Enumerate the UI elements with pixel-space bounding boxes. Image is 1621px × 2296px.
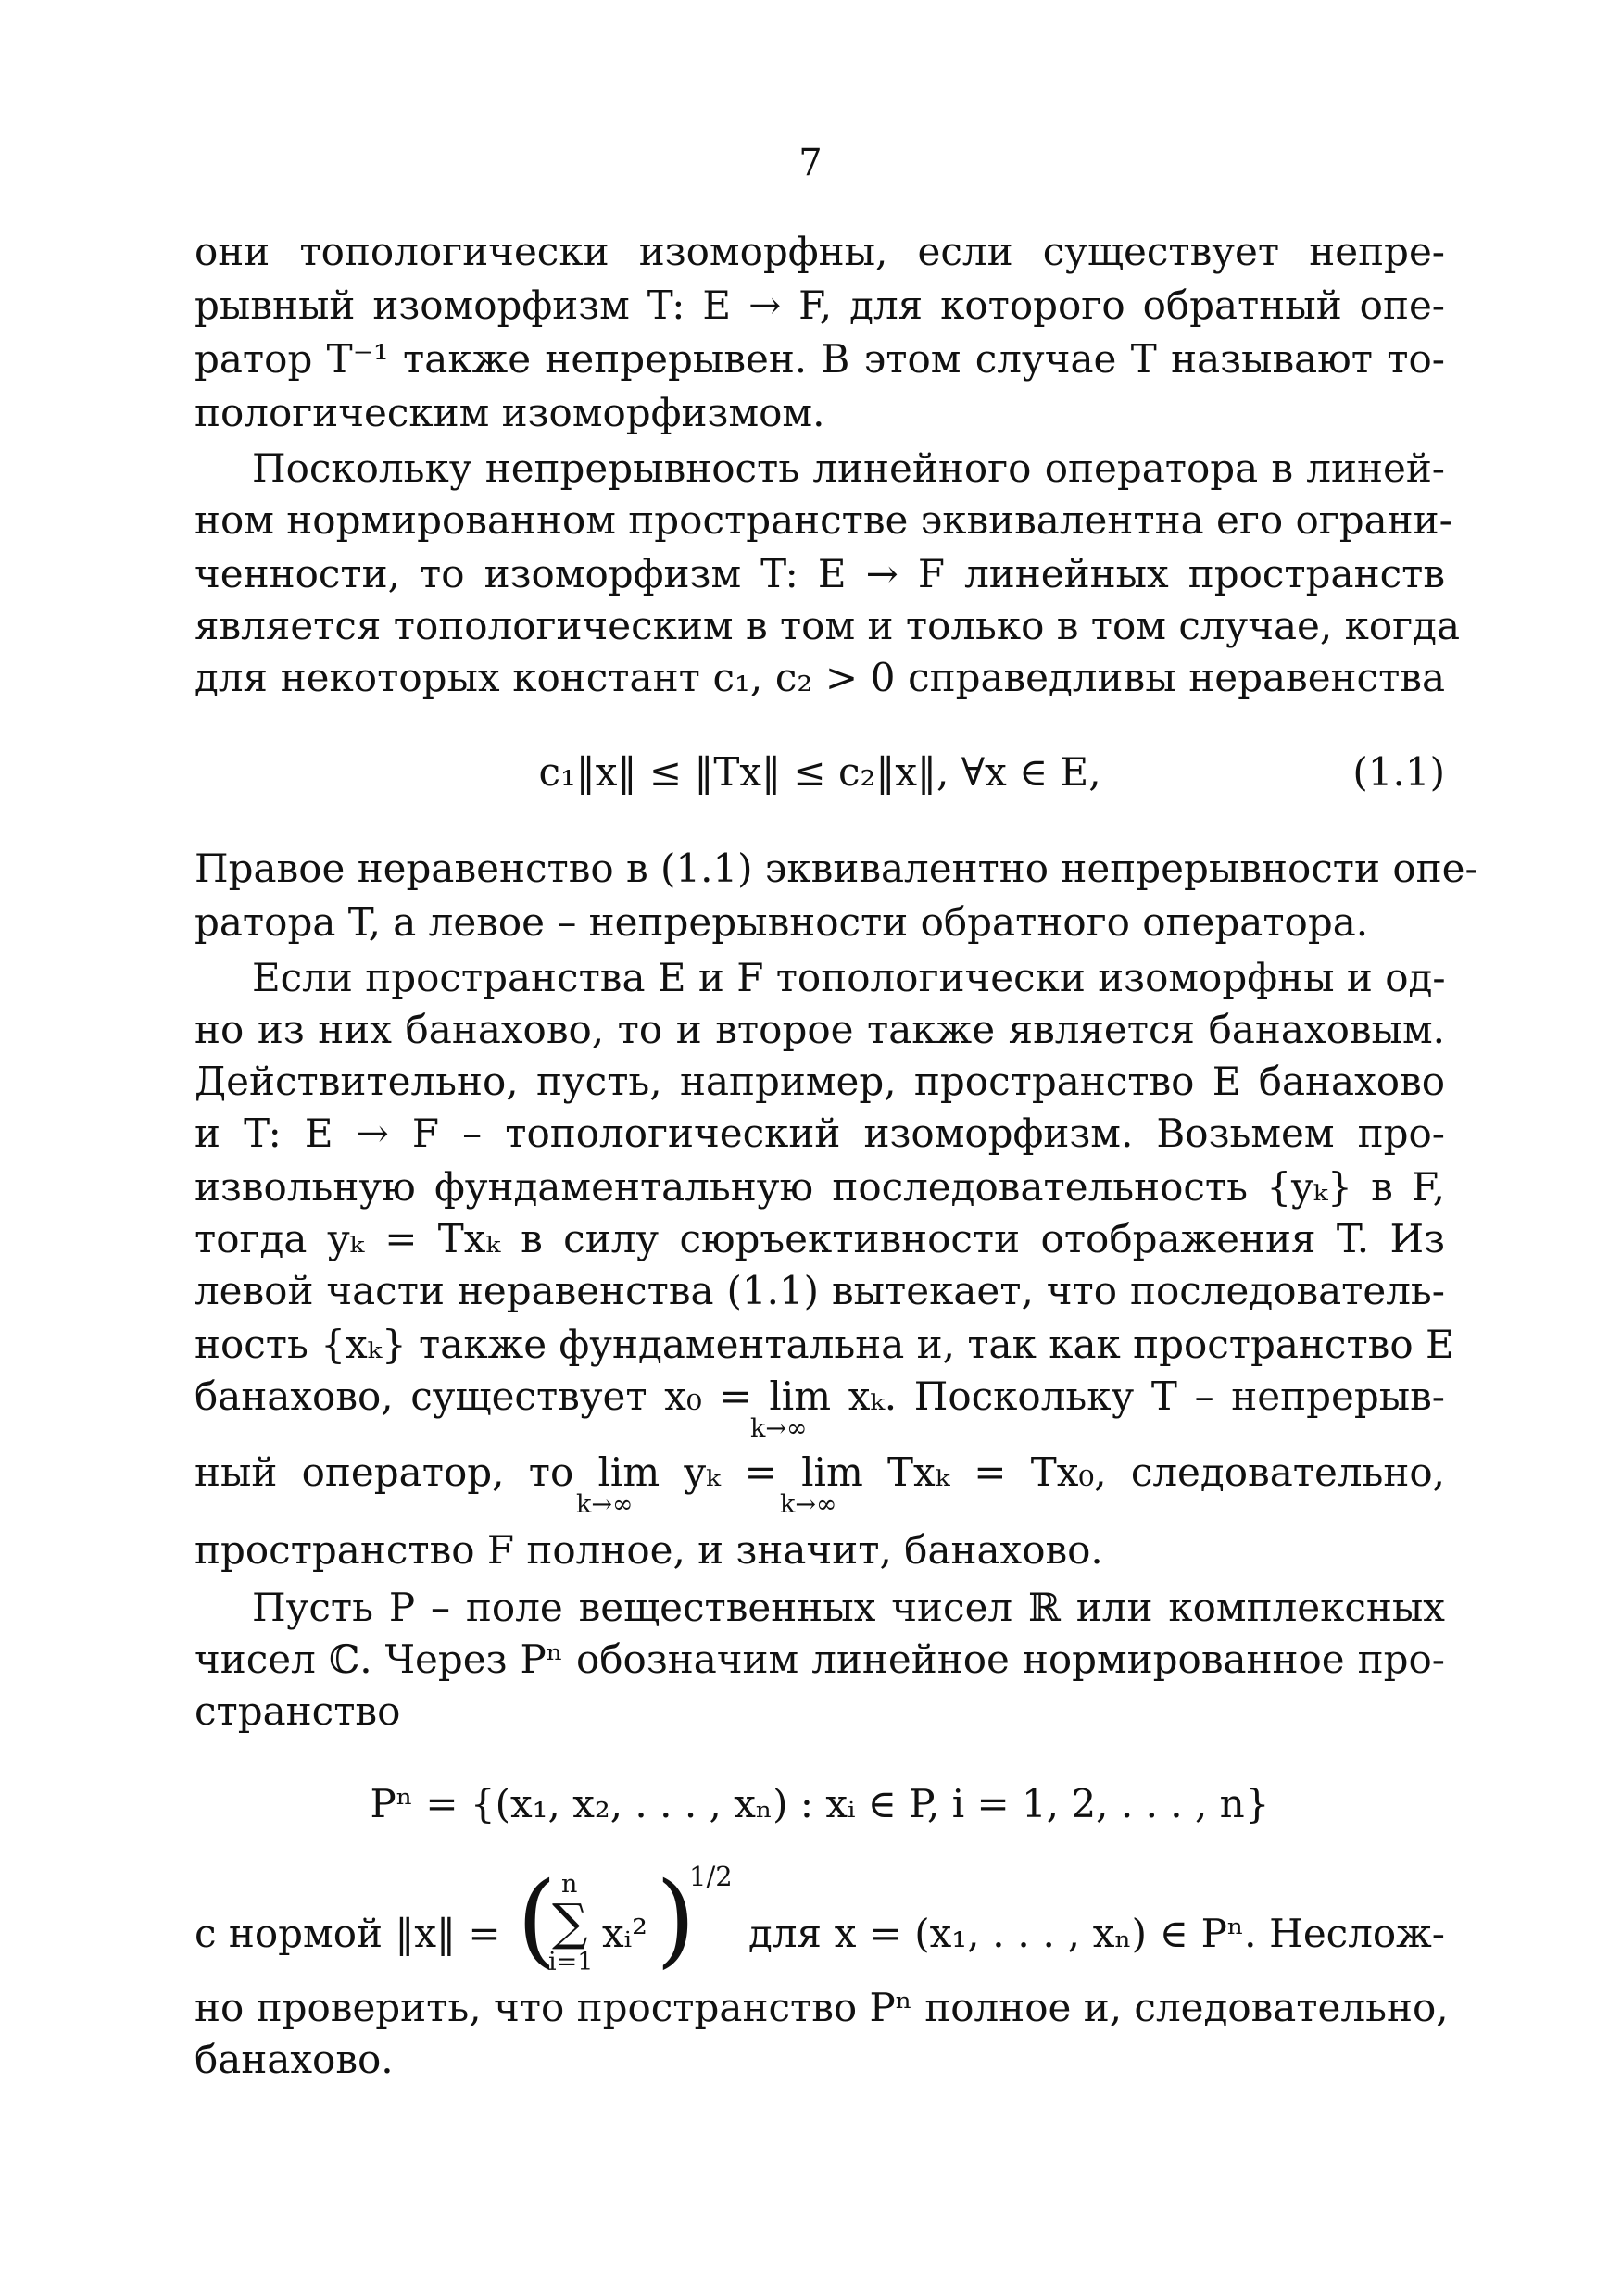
limit-subscript: k→∞	[780, 1490, 837, 1519]
text-line: ном нормированном пространстве эквивалентна его ограни-	[195, 497, 1452, 543]
text-line: пространство F полное, и значит, банахово.	[195, 1527, 1103, 1573]
text-line: Правое неравенство в (1.1) эквивалентно непрерывности опе-	[195, 846, 1478, 891]
text-line: банахово.	[195, 2037, 394, 2082]
text-line: Если пространства E и F топологически изоморфны и од-	[252, 955, 1446, 1000]
text-line: банахово, существует x₀ = lim xₖ. Поскольку T – непрерыв-	[195, 1374, 1445, 1419]
norm-exponent: 1/2	[689, 1861, 733, 1892]
text-line: ченности, то изоморфизм T: E → F линейных пространств	[195, 551, 1445, 596]
text-line: и T: E → F – топологический изоморфизм. Возьмем про-	[195, 1110, 1445, 1156]
text-line: левой части неравенства (1.1) вытекает, что последователь-	[195, 1268, 1445, 1313]
norm-suffix: для x = (x₁, . . . , xₙ) ∈ Pⁿ. Неслож-	[748, 1911, 1445, 1956]
norm-prefix: с нормой ‖x‖ =	[195, 1911, 501, 1956]
text-line: но проверить, что пространство Pⁿ полное и, следовательно,	[195, 1985, 1449, 2030]
text-line: Пусть P – поле вещественных чисел ℝ или комплексных	[252, 1585, 1445, 1630]
text-line: они топологически изоморфны, если существует непре-	[195, 229, 1445, 274]
equation-formula: c₁‖x‖ ≤ ‖Tx‖ ≤ c₂‖x‖, ∀x ∈ E,	[538, 749, 1101, 795]
equation-number: (1.1)	[1352, 749, 1445, 795]
text-line: ратора T, а левое – непрерывности обратного оператора.	[195, 899, 1369, 945]
sum-symbol: ∑	[552, 1893, 588, 1951]
sum-lower-limit: i=1	[548, 1948, 594, 1976]
text-line: рывный изоморфизм T: E → F, для которого обратный опе-	[195, 282, 1445, 328]
text-line: тогда yₖ = Txₖ в силу сюръективности отображения T. Из	[195, 1216, 1445, 1261]
text-line: пологическим изоморфизмом.	[195, 390, 825, 435]
right-paren: )	[656, 1860, 696, 1978]
text-line: странство	[195, 1688, 401, 1734]
left-paren: (	[517, 1860, 557, 1978]
text-line: ный оператор, то lim yₖ = lim Txₖ = Tx₀, следовательно,	[195, 1449, 1445, 1495]
text-line: но из них банахово, то и второе также является банаховым.	[195, 1007, 1445, 1052]
text-line: Поскольку непрерывность линейного оператора в линей-	[252, 445, 1445, 491]
text-line: чисел ℂ. Через Pⁿ обозначим линейное нормированное про-	[195, 1637, 1445, 1682]
text-line: извольную фундаментальную последовательность {yₖ} в F,	[195, 1164, 1445, 1210]
text-line: ратор T⁻¹ также непрерывен. В этом случае T называют то-	[195, 336, 1445, 382]
text-line: ность {xₖ} также фундаментальна и, так как пространство E	[195, 1322, 1454, 1367]
page-number: 7	[798, 142, 823, 184]
text-line: является топологическим в том и только в том случае, когда	[195, 603, 1461, 648]
sum-term: xᵢ²	[602, 1911, 647, 1956]
sum-upper-limit: n	[561, 1870, 578, 1899]
limit-subscript: k→∞	[576, 1490, 634, 1519]
equation-formula: Pⁿ = {(x₁, x₂, . . . , xₙ) : xᵢ ∈ P, i = 1, 2, . . . , n}	[370, 1781, 1270, 1826]
text-line: Действительно, пусть, например, пространство E банахово	[195, 1059, 1445, 1104]
limit-subscript: k→∞	[750, 1414, 808, 1443]
text-line: для некоторых констант c₁, c₂ > 0 справедливы неравенства	[195, 655, 1445, 700]
